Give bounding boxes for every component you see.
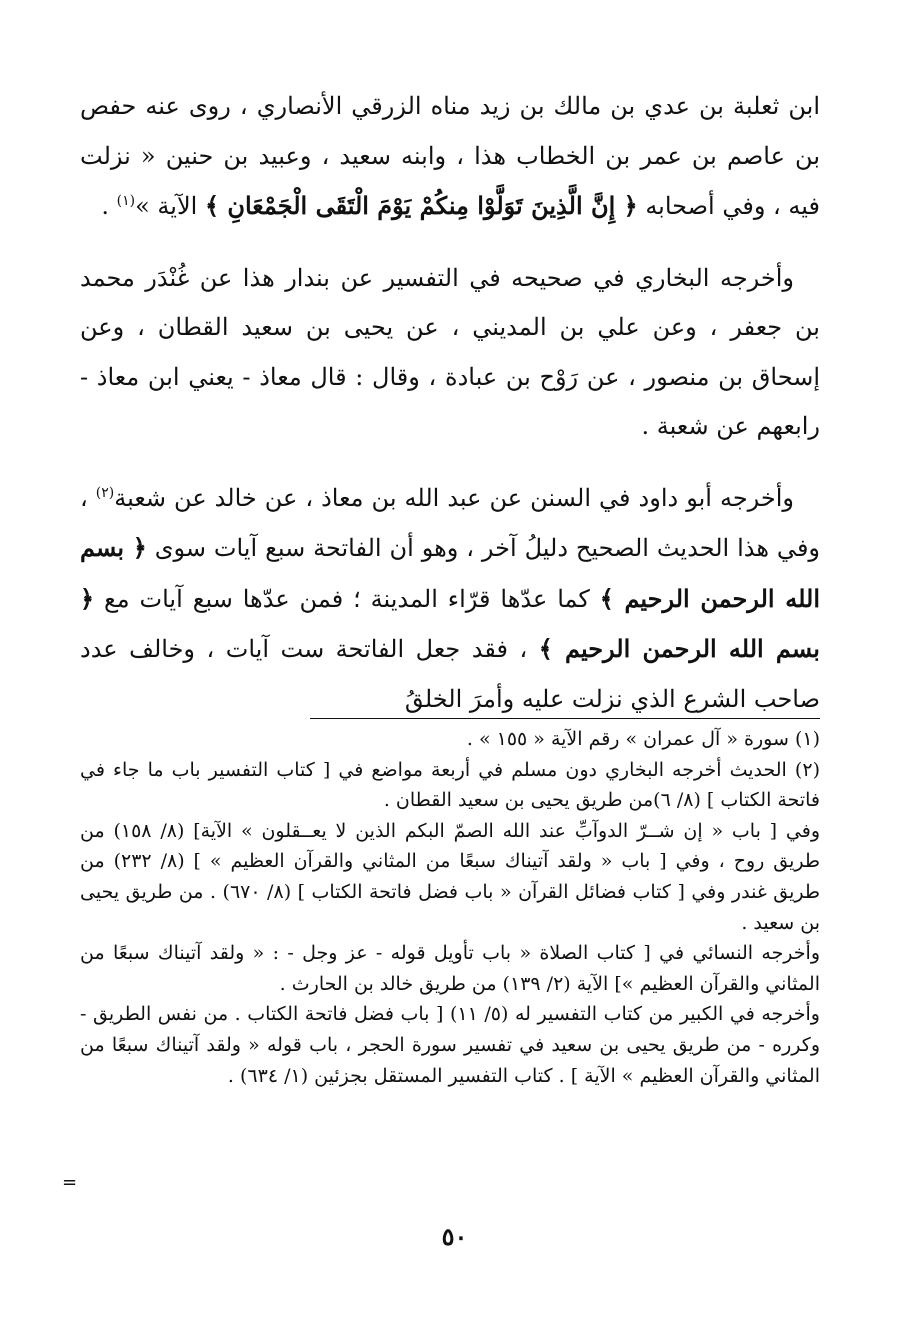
footnotes (80, 724, 820, 1091)
paragraph-1 (80, 82, 820, 232)
paragraph-1-text-c: . (101, 192, 117, 220)
basmala-1: ﴿ بسم الله الرحمن الرحيم ﴾ (80, 533, 821, 613)
quran-verse: ﴿ إِنَّ الَّذِينَ تَوَلَّوْا مِنكُمْ يَوْمَ الْتَقَى الْجَمْعَانِ ﴾ (204, 191, 638, 220)
paragraph-1-text-b: الآية » (135, 192, 205, 220)
footnote-2-cont-a: وفي [ باب « إن شــرّ الدوآبِّ عند الله الصمّ البكم الذين لا يعــقلون » الآية] (٨/ ١٥٨) من طريق روح ، وفي [ باب « ولقد آتيناك سبعًا من المثاني والقرآن العظيم » ] (٨/ ٢٣٢) من طريق غندر وفي [ كتاب فضائل القرآن « باب فضل فاتحة الكتاب ] (٨/ ٦٧٠) . من طريق يحيى بن سعيد . (80, 819, 821, 934)
paragraph-3-text-b: ، وفي هذا الحديث الصحيح دليلُ آخر ، وهو أن الفاتحة سبع آيات سوى (80, 483, 821, 562)
paragraph-3-text-d: ، فقد جعل الفاتحة ست آيات ، وخالف عدد صاحب الشرع الذي نزلت عليه وأمرَ الخلقُ (80, 635, 820, 713)
continuation-mark: = (62, 1172, 78, 1193)
footnote-2: (٢) الحديث أخرجه البخاري دون مسلم في أربعة مواضع في [ كتاب التفسير باب ما جاء في فاتحة الكتاب ] (٨/ ٦)من طريق يحيى بن سعيد القطان . (80, 758, 820, 812)
footnote-ref-1: (١) (116, 193, 136, 209)
page-number: ٥٠ (441, 1222, 468, 1251)
footnote-2-cont-c: وأخرجه في الكبير من كتاب التفسير له (٥/ ١١) [ باب فضل فاتحة الكتاب . من نفس الطريق - وكرره - من طريق يحيى بن سعيد في تفسير سورة الحجر ، باب قوله « ولقد آتيناك سبعًا من المثاني والقرآن العظيم » الآية ] . كتاب التفسير المستقل بجزئين (١/ ٦٣٤) . (80, 1003, 820, 1087)
paragraph-3-text-a: وأخرجه أبو داود في السنن عن عبد الله بن معاذ ، عن خالد عن شعبة (114, 483, 794, 512)
footnote-1: (١) سورة « آل عمران » رقم الآية « ١٥٥ » . (466, 728, 820, 750)
footnote-2-cont-b: وأخرجه النسائي في [ كتاب الصلاة « باب تأويل قوله - عز وجل - : « ولقد آتيناك سبعًا من المثاني والقرآن العظيم »] الآية (٢/ ١٣٩) من طريق خالد بن الحارث . (80, 942, 820, 995)
paragraph-2-text: وأخرجه البخاري في صحيحه في التفسير عن بندار هذا عن غُنْدَر محمد بن جعفر ، وعن علي بن المديني ، عن يحيى بن سعيد القطان ، وعن إسحاق بن منصور ، عن رَوْح بن عبادة ، وقال : قال معاذ - يعني ابن معاذ - رابعهم عن شعبة . (80, 263, 820, 440)
paragraph-3 (80, 474, 820, 725)
paragraph-2 (80, 254, 820, 452)
footnote-separator (310, 718, 820, 719)
basmala-2: ﴿ بسم الله الرحمن الرحيم ﴾ (80, 583, 820, 663)
paragraph-1-text-a: ابن ثعلبة بن عدي بن مالك بن زيد مناه الزرقي الأنصاري ، روى عنه حفص بن عاصم بن عمر بن الخطاب هذا ، وابنه سعيد ، وعبيد بن حنين « نزلت فيه ، وفي أصحابه (80, 92, 820, 220)
footnote-ref-2: (٢) (95, 484, 115, 501)
paragraph-3-text-c: كما عدّها قرّاء المدينة ؛ فمن عدّها سبع آيات مع (94, 584, 600, 613)
main-text (80, 82, 820, 724)
